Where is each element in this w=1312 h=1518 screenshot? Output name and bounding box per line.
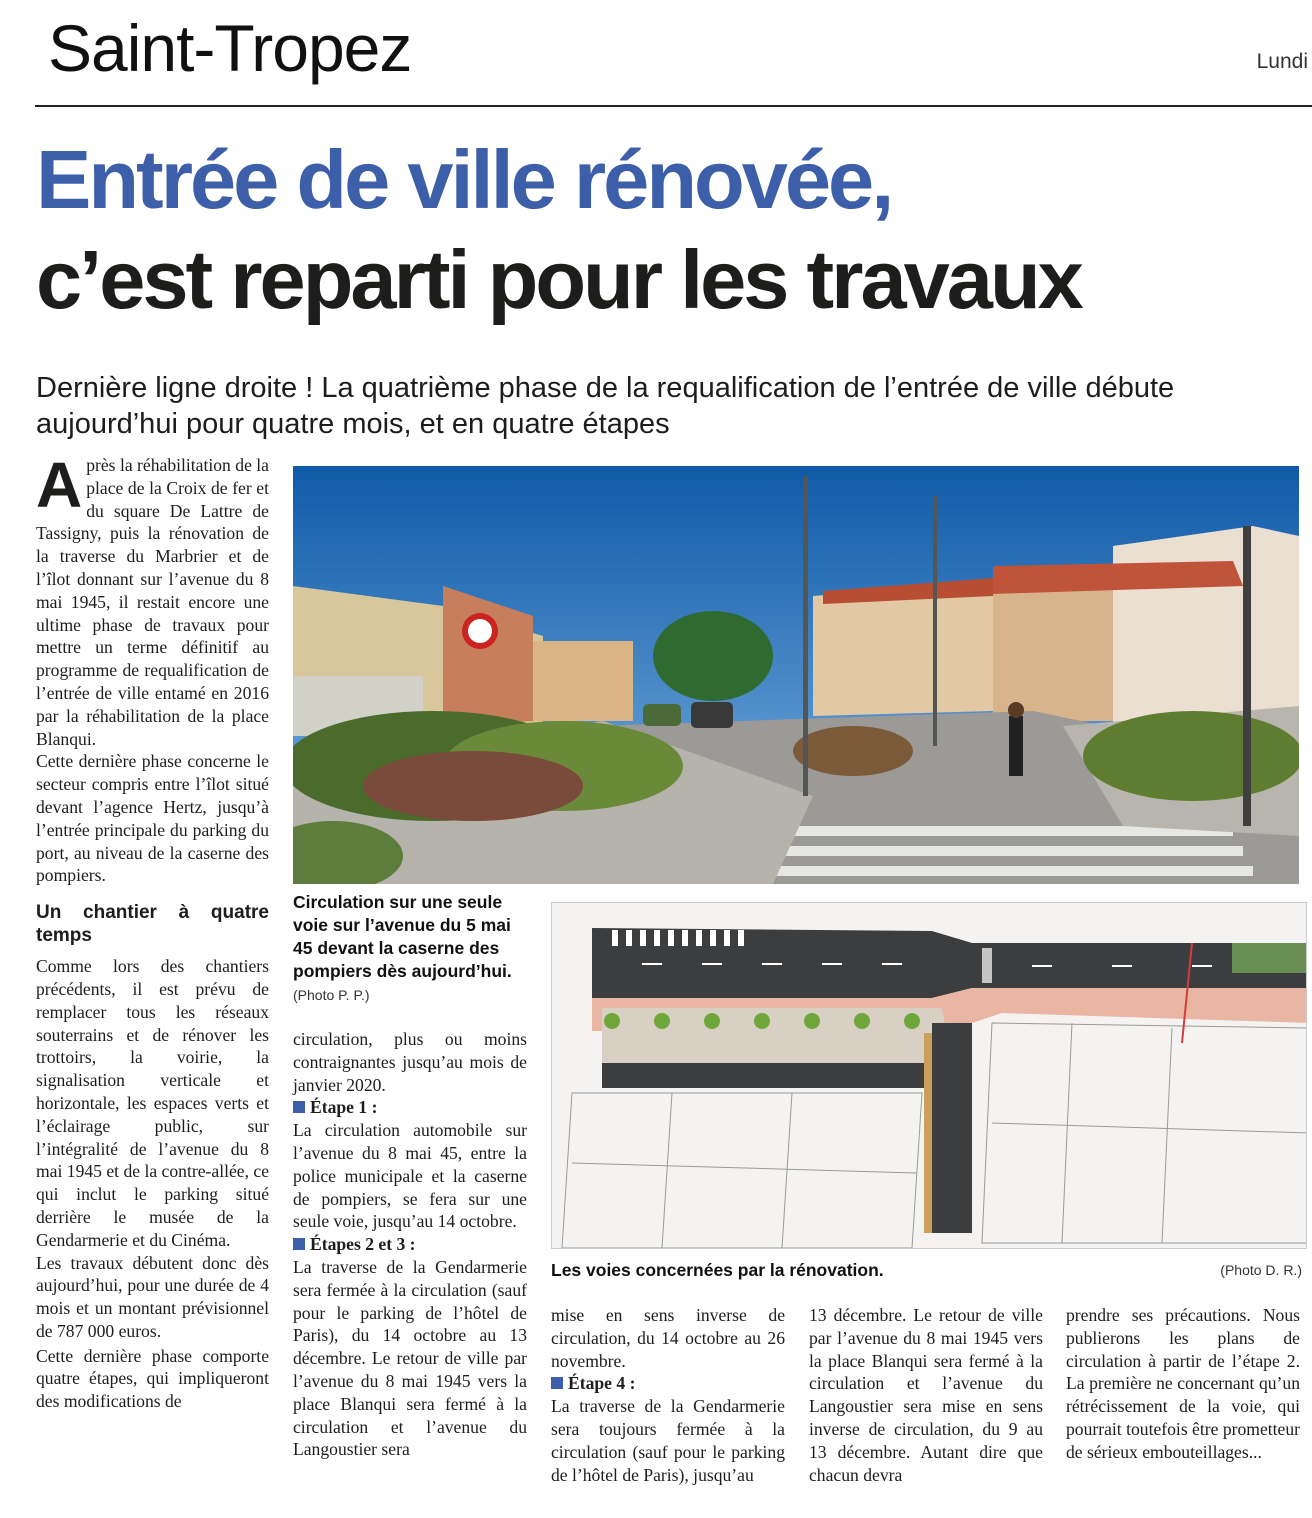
street-photo	[293, 466, 1299, 884]
article-paragraph: La traverse de la Gendarmerie sera toujours fermée à la circulation (sauf pour le parking de l’hôtel de Paris), jusqu’au	[551, 1396, 785, 1485]
section-title: Saint-Tropez	[48, 11, 412, 85]
article-paragraph: 13 décembre. Le retour de ville par l’avenue du 8 mai 1945 vers la place Blanqui sera fermé à la circulation et l’avenue du Langoustier sera mise en sens inverse de circulation, du 9 au 13 décembre. Autant dire que chacun devra	[809, 1305, 1043, 1485]
step-heading: Étape 1 :	[293, 1096, 527, 1119]
street-photo-illustration	[293, 466, 1299, 884]
subheading: Un chantier à quatre temps	[36, 902, 269, 947]
article-paragraph: Comme lors des chantiers précédents, il est prévu de remplacer tous les réseaux souterrains et de rénover les trottoirs, la voirie, la signalisation verticale et horizontale, les espaces verts et l’éclairage public, sur l’intégralité de l’avenue du 8 mai 1945 et de la contre-allée, ce qui inclut le parking situé derrière le musée de la Gendarmerie et du Cinéma.	[36, 956, 269, 1250]
plan-credit: (Photo D. R.)	[1220, 1262, 1302, 1278]
article-paragraph: circulation, plus ou moins contraignantes jusqu’au mois de janvier 2020.	[293, 1029, 527, 1095]
publication-day: Lundi	[1256, 50, 1308, 73]
step-heading: Étape 4 :	[551, 1372, 785, 1395]
article-paragraph: Cette dernière phase concerne le secteur compris entre l’îlot situé devant l’agence Hertz, jusqu’à l’entrée principale du parking du port, au niveau de la caserne des pompiers.	[36, 751, 269, 886]
article-paragraph: mise en sens inverse de circulation, du 14 octobre au 26 novembre.	[551, 1305, 785, 1371]
step-heading: Étapes 2 et 3 :	[293, 1233, 527, 1256]
article-column-4	[809, 1304, 1043, 1486]
article-paragraph: prendre ses précautions. Nous publierons les plans de circulation à partir de l’étape 2. La première ne concernant qu’un rétrécissement de la voie, qui pourrait toutefois être prometteur de sérieux embouteillages...	[1066, 1305, 1301, 1462]
standfirst: Dernière ligne droite ! La quatrième phase de la requalification de l’entrée de ville débute aujourd’hui pour quatre mois, et en quatre étapes	[36, 372, 1175, 440]
blue-square-icon	[551, 1377, 563, 1389]
article-paragraph: La circulation automobile sur l’avenue du 8 mai 45, entre la police municipale et la caserne de pompiers, se fera sur une seule voie, jusqu’au 14 octobre.	[293, 1120, 527, 1232]
photo-caption: Circulation sur une seule voie sur l’avenue du 5 mai 45 devant la caserne des pompiers dès aujourd’hui. (Photo P. P.)	[293, 892, 512, 1003]
headline-line-1: Entrée de ville rénovée,	[36, 133, 892, 226]
article-paragraph: La traverse de la Gendarmerie sera fermée à la circulation (sauf pour le parking de l’hôtel de Paris), du 14 octobre au 13 décembre. Le retour de ville par l’avenue du 8 mai 1945 vers la place Blanqui sera fermé à la circulation et l’avenue du Langoustier sera	[293, 1256, 527, 1460]
article-paragraph: Après la réhabilitation de la place de la Croix de fer et du square De Lattre de Tassigny, puis la rénovation de la traverse du Marbrier et de l’îlot donnant sur l’avenue du 8 mai 1945, il restait encore une ultime phase de travaux pour mettre un terme définitif au programme de requalification de l’entrée de ville entamé en 2016 par la réhabilitation de la place Blanqui.	[36, 449, 269, 749]
headline-line-2: c’est reparti pour les travaux	[36, 233, 1081, 326]
article-paragraph: Les travaux débutent donc dès aujourd’hui, pour une durée de 4 mois et un montant prévisionnel de 787 000 euros.	[36, 1252, 269, 1341]
blue-square-icon	[293, 1238, 305, 1250]
photo-credit: (Photo P. P.)	[293, 987, 370, 1003]
article-column-3	[551, 1304, 785, 1486]
blue-square-icon	[293, 1101, 305, 1113]
header-rule	[35, 105, 1312, 107]
plan-caption: Les voies concernées par la rénovation.	[551, 1260, 884, 1280]
drop-cap: A	[36, 449, 83, 521]
site-plan-image	[551, 902, 1307, 1249]
article-paragraph: Cette dernière phase comporte quatre étapes, qui impliqueront des modifications de	[36, 1345, 269, 1412]
article-column-2	[293, 1028, 527, 1461]
article-column-5	[1066, 1304, 1300, 1464]
site-plan-illustration	[552, 903, 1307, 1249]
article-column-1	[36, 449, 269, 1413]
